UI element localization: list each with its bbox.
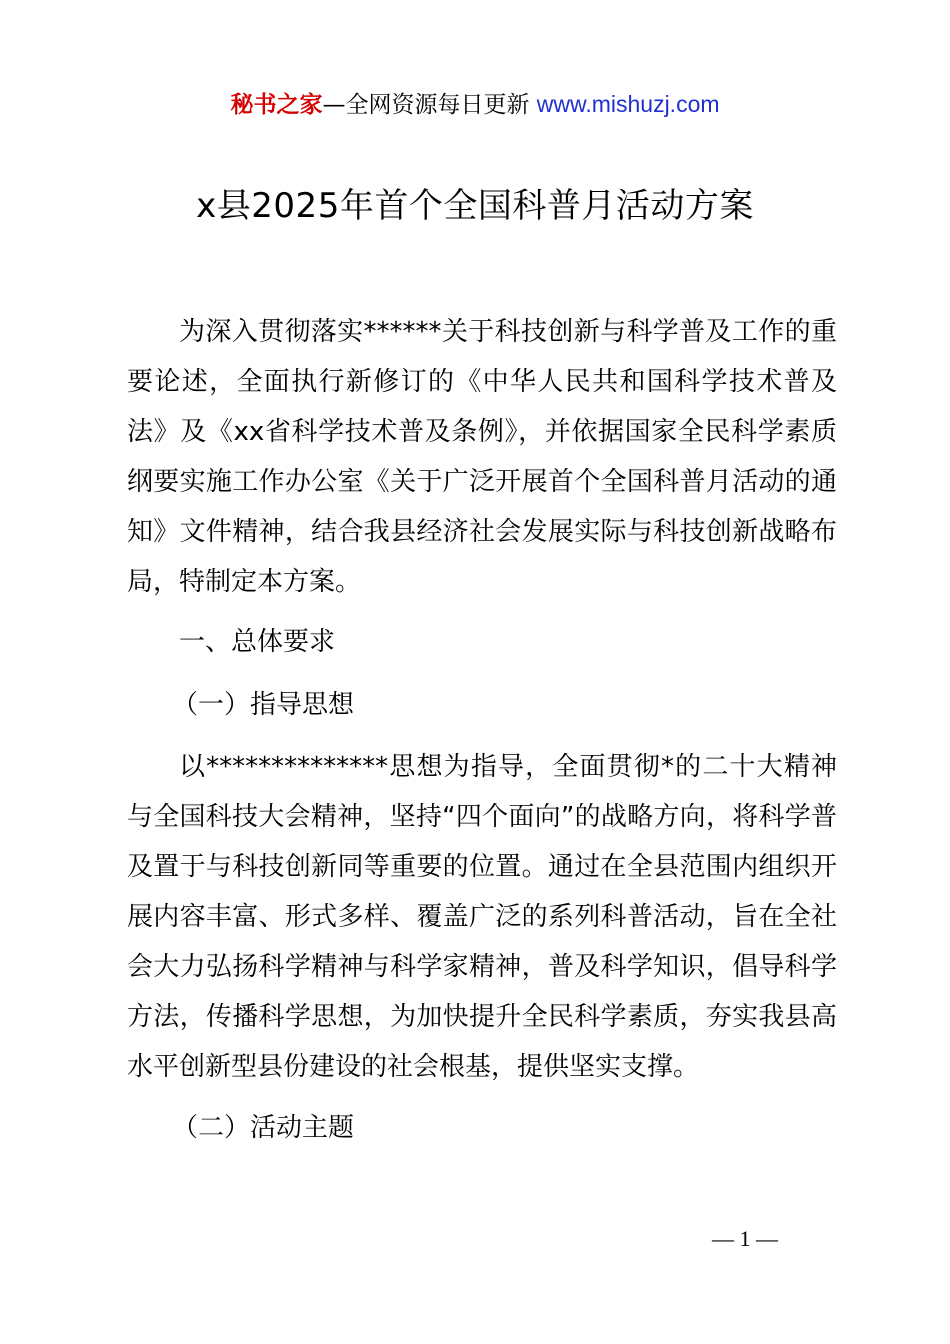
site-slogan: —全网资源每日更新: [322, 92, 537, 118]
section-heading-overall-requirements: 一、总体要求: [179, 627, 336, 657]
site-header: [0, 88, 950, 121]
site-url-link[interactable]: www.mishuzj.com: [536, 91, 720, 117]
intro-paragraph: 为深入贯彻落实******关于科技创新与科学普及工作的重要论述，全面执行新修订的《中华人民共和国科学技术普及法》及《xx省科学技术普及条例》，并依据国家全民科学素质纲要实施工作办公室《关于广泛开展首个全国科普月活动的通知》文件精神，结合我县经济社会发展实际与科技创新战略布局，特制定本方案。: [127, 317, 837, 597]
intro-paragraph-block: [127, 307, 837, 607]
subsection-heading-guiding-ideology: （一）指导思想: [172, 690, 355, 720]
subsection-heading-activity-theme: （二）活动主题: [172, 1113, 355, 1143]
document-title: x县2025年首个全国科普月活动方案: [196, 186, 754, 226]
page-number: — 1 —: [712, 1226, 778, 1251]
guiding-ideology-paragraph-block: [127, 742, 837, 1092]
guiding-ideology-paragraph: 以**************思想为指导，全面贯彻*的二十大精神与全国科技大会精神，坚持“四个面向”的战略方向，将科学普及置于与科技创新同等重要的位置。通过在全县范围内组织开展内容丰富、形式多样、覆盖广泛的系列科普活动，旨在全社会大力弘扬科学精神与科学家精神，普及科学知识，倡导科学方法，传播科学思想，为加快提升全民科学素质，夯实我县高水平创新型县份建设的社会根基，提供坚实支撑。: [127, 752, 837, 1082]
site-name: 秘书之家: [230, 92, 323, 118]
